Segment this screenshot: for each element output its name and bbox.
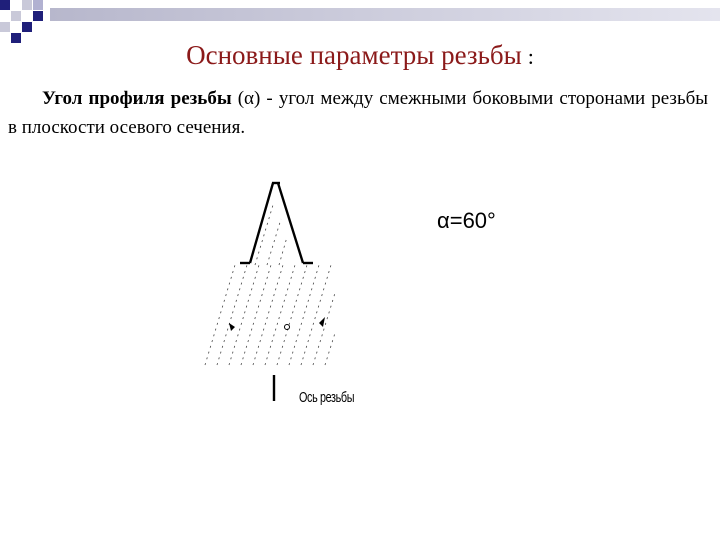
thread-profile-diagram — [195, 175, 375, 415]
hatch-pattern — [205, 205, 335, 365]
slide-title — [0, 40, 720, 71]
definition-paragraph — [8, 84, 708, 142]
decorative-header-band — [0, 0, 720, 45]
definition-text-line1: - угол между смежными боковыми — [266, 88, 554, 109]
definition-symbol: (α) — [237, 88, 261, 109]
thread-profile-lines — [240, 183, 313, 401]
angle-value: α=60° — [437, 208, 496, 233]
definition-term: Угол профиля резьбы — [42, 88, 232, 109]
axis-label: Ось резьбы — [299, 389, 355, 406]
slide-title-text: Основные параметры резьбы — [186, 40, 522, 70]
slide-title-colon: : — [527, 44, 534, 69]
definition-text-line2: сторонами резьбы в плоскости осевого сечения. — [8, 88, 709, 138]
